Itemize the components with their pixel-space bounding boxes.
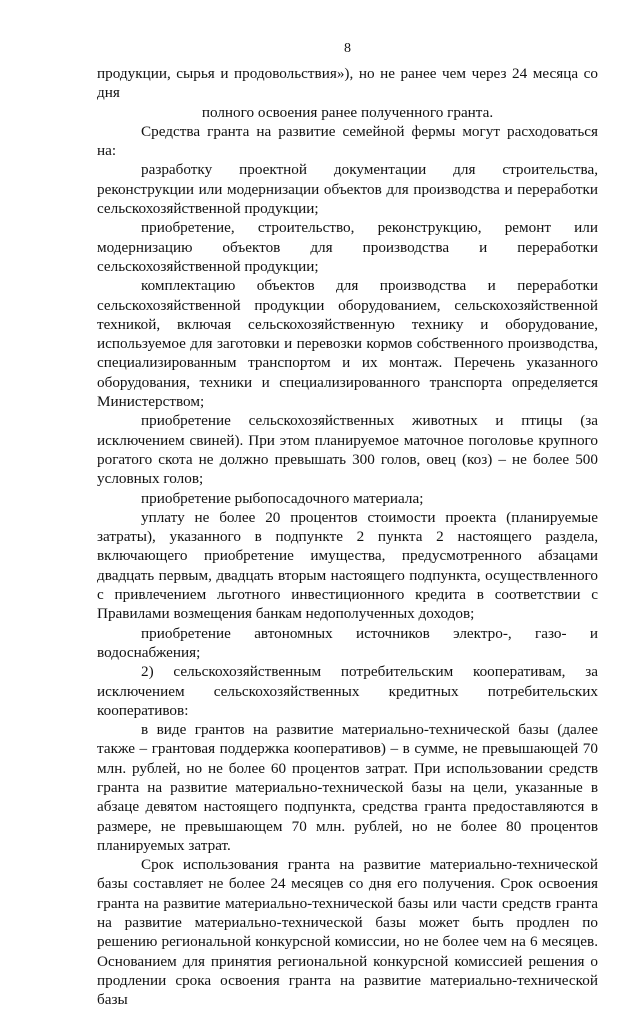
page-number: 8 bbox=[344, 41, 351, 56]
paragraph: приобретение, строительство, реконструкцию, ремонт или модернизацию объектов для производства и переработки сельскохозяйственной продукции; bbox=[97, 219, 598, 275]
paragraph: 2) сельскохозяйственным потребительским кооперативам, за исключением сельскохозяйственных кредитных потребительских кооперативов: bbox=[97, 663, 598, 719]
paragraph: приобретение рыбопосадочного материала; bbox=[141, 489, 424, 507]
document-body bbox=[97, 64, 598, 1010]
paragraph: продукции, сырья и продовольствия»), но не ранее чем через 24 месяца со дня bbox=[97, 65, 598, 102]
paragraph: комплектацию объектов для производства и переработки сельскохозяйственной продукции оборудованием, сельскохозяйственной техникой, включая сельскохозяйственную технику и оборудование, используемое для заготовки и перевозки кормов собственного производства, специализированным транспортом и их монтаж. Перечень указанного оборудования, техники и специализированного транспорта определяется Министерством; bbox=[97, 277, 598, 411]
paragraph: полного освоения ранее полученного гранта. bbox=[201, 103, 494, 121]
paragraph: приобретение сельскохозяйственных животных и птицы (за исключением свиней). При этом планируемое маточное поголовье крупного рогатого скота не должно превышать 300 голов, овец (коз) – не более 500 условных голов; bbox=[97, 412, 598, 488]
paragraph: разработку проектной документации для строительства, реконструкции или модернизации объектов для производства и переработки сельскохозяйственной продукции; bbox=[97, 161, 598, 218]
paragraph: уплату не более 20 процентов стоимости проекта (планируемые затраты), указанного в подпункте 2 пункта 2 настоящего раздела, включающего приобретение имущества, предусмотренного абзацами двадцать первым, двадцать вторым настоящего подпункта, осуществленного с привлечением льготного инвестиционного кредита в соответствии с Правилами возмещения банкам недополученных доходов; bbox=[97, 508, 598, 623]
paragraph: Средства гранта на развитие семейной фермы могут расходоваться на: bbox=[97, 122, 598, 160]
paragraph: в виде грантов на развитие материально-технической базы (далее также – грантовая поддержка кооперативов) – в сумме, не превышающей 70 млн. рублей, но не более 60 процентов затрат. При использовании средств гранта на развитие материально-технической базы на цели, указанные в абзаце девятом настоящего подпункта, средства гранта предоставляются в размере, не превышающем 70 млн. рублей, но не более 80 процентов планируемых затрат. bbox=[97, 721, 598, 854]
paragraph: Срок использования гранта на развитие материально-технической базы составляет не более 24 месяцев со дня его получения. Срок освоения гранта на развитие материально-технической базы или части средств гранта на развитие материально-технической базы может быть продлен по решению региональной конкурсной комиссии, но не более чем на 6 месяцев. Основанием для принятия региональной конкурсной комиссией решения о продлении срока освоения гранта на развитие материально-технической базы bbox=[97, 856, 598, 1009]
paragraph: приобретение автономных источников электро-, газо- и водоснабжения; bbox=[97, 624, 598, 661]
